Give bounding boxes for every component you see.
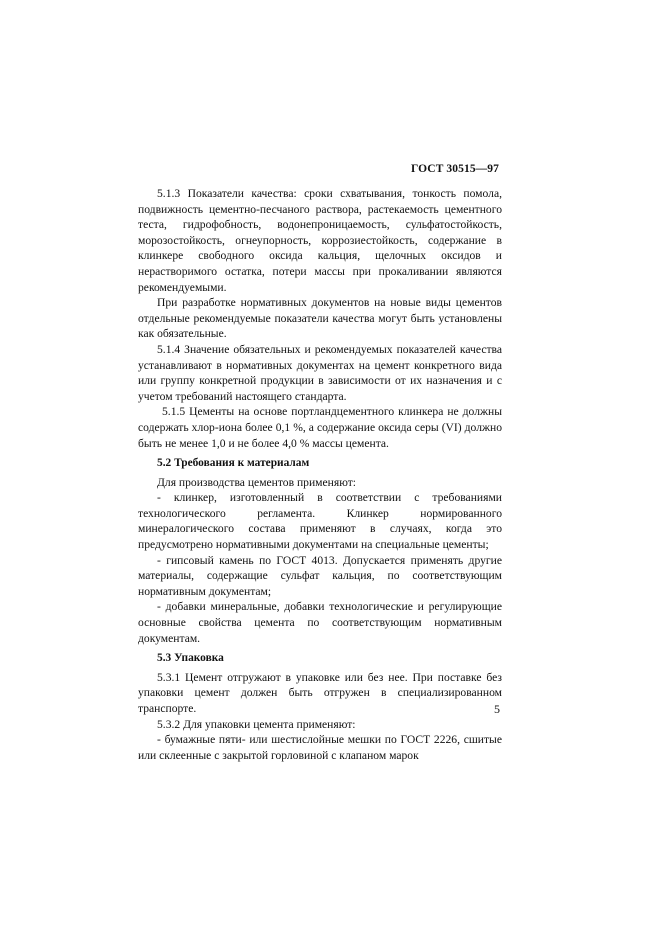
section-heading-5-2: 5.2 Требования к материалам — [157, 457, 310, 470]
section-heading-5-3: 5.3 Упаковка — [157, 652, 224, 665]
paragraph-5-3-1: 5.3.1 Цемент отгружают в упаковке или без нее. При поставке без упаковки цемент должен быть отгружен в специализированном транспорте. — [138, 670, 502, 715]
paragraph-5-1-3-continuation: При разработке нормативных документов на новые виды цементов отдельные рекомендуемые показатели качества могут быть установлены как обязательные. — [138, 296, 502, 341]
list-item-additives: - добавки минеральные, добавки технологические и регулирующие основные свойства цемента по соответствующим нормативным документам. — [138, 600, 502, 645]
list-item-clinker: - клинкер, изготовленный в соответствии с требованиями технологического регламента. Клинкер нормированного минералогического состава применяют в случаях, когда это предусмотрено нормативными документами на специальные цементы; — [138, 491, 502, 552]
list-item-paper-bags: - бумажные пяти- или шестислойные мешки по ГОСТ 2226, сшитые или склеенные с закрытой горловиной с клапаном марок — [138, 733, 502, 762]
paragraph-5-1-5: 5.1.5 Цементы на основе портландцементного клинкера не должны содержать хлор-иона более 0,1 %, а содержание оксида серы (VI) должно быть не менее 1,0 и не более 4,0 % массы цемента. — [138, 405, 502, 450]
paragraph-5-2-intro: Для производства цементов применяют: — [157, 475, 356, 489]
document-code-header: ГОСТ 30515—97 — [410, 163, 499, 175]
page-number: 5 — [494, 702, 500, 716]
document-body — [138, 186, 502, 763]
paragraph-5-3-2: 5.3.2 Для упаковки цемента применяют: — [157, 717, 356, 731]
paragraph-5-1-4: 5.1.4 Значение обязательных и рекомендуемых показателей качества устанавливают в нормативных документах на цемент конкретного вида или группу конкретной продукции в зависимости от их назначения и с учетом требований настоящего стандарта. — [138, 342, 502, 403]
paragraph-5-1-3: 5.1.3 Показатели качества: сроки схватывания, тонкость помола, подвижность цементно-песчаного раствора, растекаемость цементного теста, гидрофобность, водонепроницаемость, сульфатостойкость, морозостойкость, огнеупорность, коррозиестойкость, содержание в клинкере свободного оксида кальция, щелочных оксидов и нерастворимого остатка, потери массы при прокаливании являются рекомендуемыми. — [138, 187, 502, 294]
list-item-gypsum: - гипсовый камень по ГОСТ 4013. Допускается применять другие материалы, содержащие сульфат кальция, по соответствующим нормативным документам; — [138, 553, 502, 598]
